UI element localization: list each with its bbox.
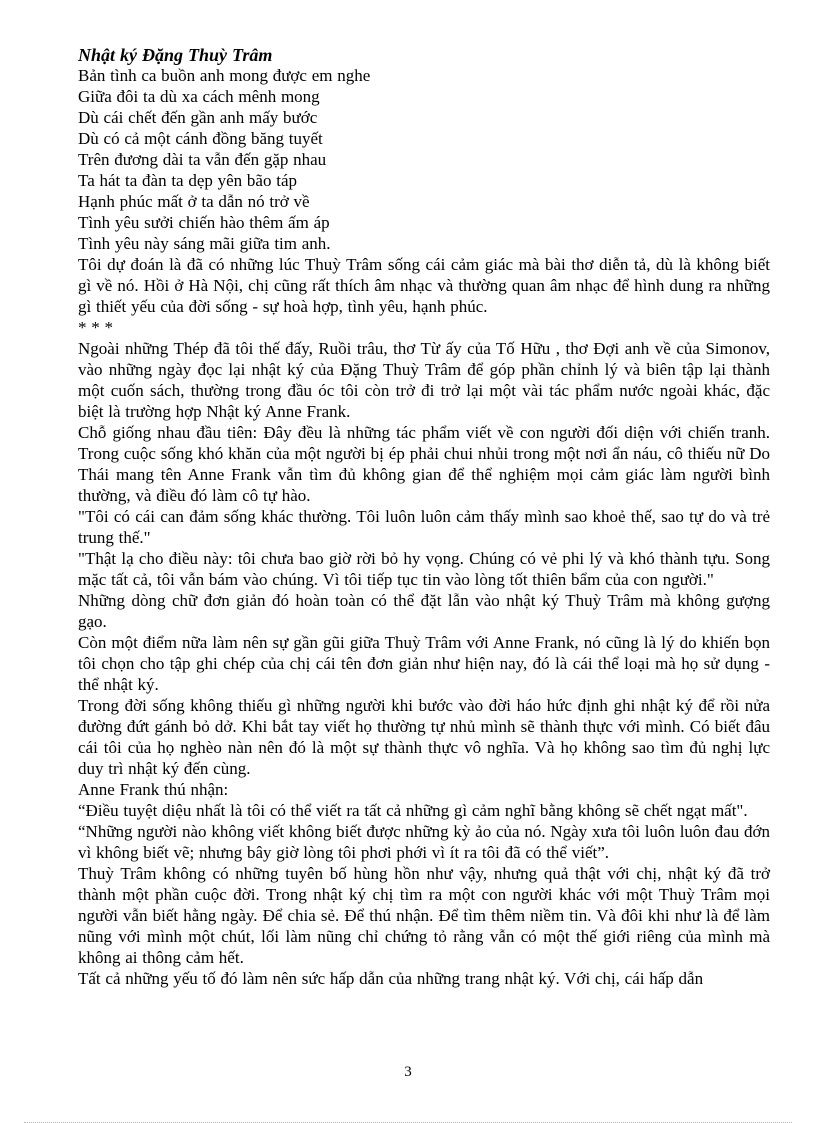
page-number: 3 bbox=[404, 1064, 412, 1080]
poem-line: Hạnh phúc mất ở ta dẫn nó trở về bbox=[78, 192, 310, 211]
paragraph: Ngoài những Thép đã tôi thế đấy, Ruồi trâu, thơ Từ ấy của Tố Hữu , thơ Đợi anh về của Simonov, vào những ngày đọc lại nhật ký của Đặng Thuỳ Trâm để góp phần chỉnh lý và biên tập lại thành một cuốn sách, thường trong đầu óc tôi còn trở đi trở lại một vài tác phẩm nước ngoài khác, đặc biệt là trường hợp Nhật ký Anne Frank. bbox=[78, 339, 770, 421]
quote-paragraph: “Điều tuyệt diệu nhất là tôi có thể viết ra tất cả những gì cảm nghĩ bằng không sẽ chết ngạt mất". bbox=[78, 801, 748, 820]
poem-line: Dù có cả một cánh đồng băng tuyết bbox=[78, 129, 323, 148]
poem-line: Ta hát ta đàn ta dẹp yên bão táp bbox=[78, 171, 297, 190]
paragraph: Trong đời sống không thiếu gì những người khi bước vào đời háo hức định ghi nhật ký để rồi nửa đường đứt gánh bỏ dở. Khi bắt tay viết họ thường tự nhủ mình sẽ thành thực với mình. Có biết đâu cái tôi của họ nghèo nàn nên đó là một sự thành thực vô nghĩa. Và họ không sao tìm đủ nghị lực duy trì nhật ký đến cùng. bbox=[78, 696, 770, 778]
quote-paragraph: "Thật lạ cho điều này: tôi chưa bao giờ rời bỏ hy vọng. Chúng có vẻ phi lý và khó thành tựu. Song mặc tất cả, tôi vẫn bám vào chúng. Vì tôi tiếp tục tin vào lòng tốt thiên bẩm của con người." bbox=[78, 549, 770, 589]
poem-line: Bản tình ca buồn anh mong được em nghe bbox=[78, 66, 371, 85]
quote-paragraph: "Tôi có cái can đảm sống khác thường. Tôi luôn luôn cảm thấy mình sao khoẻ thế, sao tự do và trẻ trung thế." bbox=[78, 507, 770, 547]
paragraph: Còn một điểm nữa làm nên sự gần gũi giữa Thuỳ Trâm với Anne Frank, nó cũng là lý do khiến bọn tôi chọn cho tập ghi chép của chị cái tên đơn giản như hiện nay, đó là cái thể loại mà họ sử dụng - thể nhật ký. bbox=[78, 633, 770, 694]
paragraph: Thuỳ Trâm không có những tuyên bố hùng hồn như vậy, nhưng quả thật với chị, nhật ký đã trở thành một phần cuộc đời. Trong nhật ký chị tìm ra một con người khác với một Thuỳ Trâm mọi người vẫn biết hằng ngày. Để chia sẻ. Để thú nhận. Để tìm thêm niềm tin. Và đôi khi như là để làm nũng với mình một chút, lối làm nũng chỉ chứng tỏ rằng vẫn có một thế giới riêng của mình mà không ai thông cảm hết. bbox=[78, 864, 770, 967]
poem-line: Trên đương dài ta vẫn đến gặp nhau bbox=[78, 150, 327, 169]
poem bbox=[78, 65, 770, 254]
paragraph: Tôi dự đoán là đã có những lúc Thuỳ Trâm sống cái cảm giác mà bài thơ diễn tả, dù là không biết gì về nó. Hồi ở Hà Nội, chị cũng rất thích âm nhạc và thường quan âm nhạc để hình dung ra những gì thiết yếu của đời sống - sự hoà hợp, tình yêu, hạnh phúc. bbox=[78, 255, 770, 316]
paragraph: Anne Frank thú nhận: bbox=[78, 780, 229, 799]
poem-line: Giữa đôi ta dù xa cách mênh mong bbox=[78, 87, 320, 106]
page-title: Nhật ký Đặng Thuỳ Trâm bbox=[78, 45, 273, 65]
paragraph: Tất cả những yếu tố đó làm nên sức hấp dẫn của những trang nhật ký. Với chị, cái hấp dẫn bbox=[78, 969, 704, 988]
quote-paragraph: “Những người nào không viết không biết được những kỳ ảo của nó. Ngày xưa tôi luôn luôn đau đớn vì không biết vẽ; nhưng bây giờ lòng tôi phơi phới vì ít ra tôi đã có thể viết”. bbox=[78, 822, 770, 862]
page-content bbox=[78, 46, 770, 989]
section-separator: * * * bbox=[78, 318, 113, 337]
poem-line: Dù cái chết đến gần anh mấy bước bbox=[78, 108, 318, 127]
body-text bbox=[78, 254, 770, 989]
poem-line: Tình yêu sưởi chiến hào thêm ấm áp bbox=[78, 213, 330, 232]
paragraph: Những dòng chữ đơn giản đó hoàn toàn có thể đặt lẫn vào nhật ký Thuỳ Trâm mà không gượng gạo. bbox=[78, 591, 770, 631]
poem-line: Tình yêu này sáng mãi giữa tim anh. bbox=[78, 234, 331, 253]
paragraph: Chỗ giống nhau đầu tiên: Đây đều là những tác phẩm viết về con người đối diện với chiến tranh. Trong cuộc sống khó khăn của một người bị ép phải chui nhủi trong một nơi ẩn náu, cô thiếu nữ Do Thái mang tên Anne Frank vẫn tìm đủ không gian để thể nghiệm mọi cảm giác làm người bình thường, và điều đó làm cô tự hào. bbox=[78, 423, 770, 505]
